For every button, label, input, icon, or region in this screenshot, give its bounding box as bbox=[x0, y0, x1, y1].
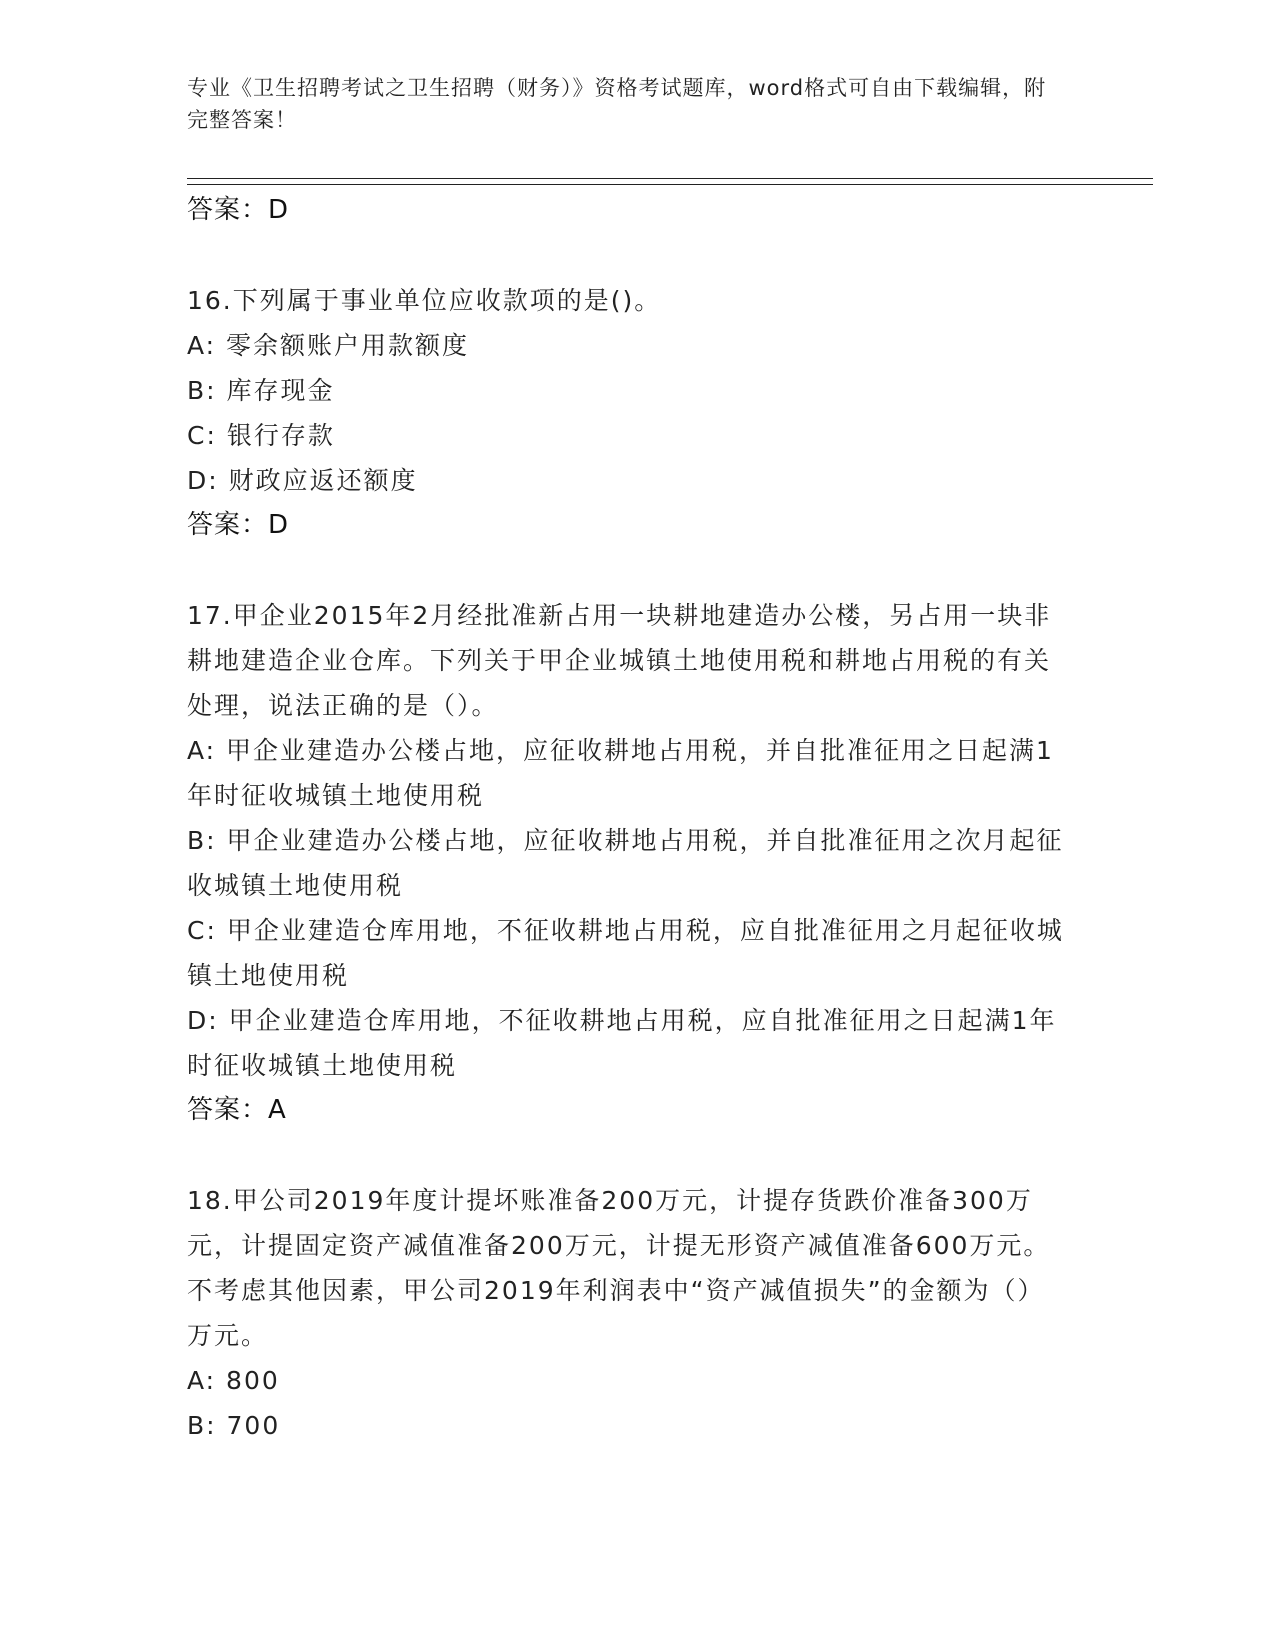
question-18 bbox=[187, 1178, 1067, 1448]
question-16-answer: 答案：D bbox=[187, 510, 290, 540]
question-17-text: 17.甲企业2015年2月经批准新占用一块耕地建造办公楼，另占用一块非耕地建造企业仓库。下列关于甲企业城镇土地使用税和耕地占用税的有关处理，说法正确的是（）。 bbox=[187, 601, 1052, 720]
question-18-option-a: A: 800 bbox=[187, 1366, 280, 1395]
spacer bbox=[187, 547, 1067, 593]
question-17-option-a: A: 甲企业建造办公楼占地，应征收耕地占用税，并自批准征用之日起满1年时征收城镇土地使用税 bbox=[187, 736, 1054, 810]
question-18-option-b: B: 700 bbox=[187, 1411, 281, 1440]
question-16 bbox=[187, 278, 1067, 547]
header-divider bbox=[187, 178, 1153, 185]
question-list bbox=[187, 188, 1067, 1448]
question-16-option-b: B: 库存现金 bbox=[187, 376, 335, 405]
spacer bbox=[187, 1132, 1067, 1178]
answer-15: 答案：D bbox=[187, 195, 290, 225]
spacer bbox=[187, 232, 1067, 278]
question-16-option-d: D: 财政应返还额度 bbox=[187, 466, 418, 495]
question-16-text: 16.下列属于事业单位应收款项的是()。 bbox=[187, 286, 662, 315]
question-17-option-d: D: 甲企业建造仓库用地，不征收耕地占用税，应自批准征用之日起满1年时征收城镇土地使用税 bbox=[187, 1006, 1057, 1080]
question-18-text: 18.甲公司2019年度计提坏账准备200万元，计提存货跌价准备300万元，计提固定资产减值准备200万元，计提无形资产减值准备600万元。不考虑其他因素，甲公司2019年利润表中“资产减值损失”的金额为（）万元。 bbox=[187, 1186, 1051, 1350]
question-17 bbox=[187, 593, 1067, 1132]
question-16-option-a: A: 零余额账户用款额度 bbox=[187, 331, 470, 360]
question-17-option-c: C: 甲企业建造仓库用地，不征收耕地占用税，应自批准征用之月起征收城镇土地使用税 bbox=[187, 916, 1064, 990]
question-17-answer: 答案：A bbox=[187, 1095, 287, 1125]
document-header bbox=[187, 72, 1067, 136]
question-16-option-c: C: 银行存款 bbox=[187, 421, 335, 450]
header-text: 专业《卫生招聘考试之卫生招聘（财务）》资格考试题库，word格式可自由下载编辑，附完整答案！ bbox=[187, 76, 1047, 132]
question-17-option-b: B: 甲企业建造办公楼占地，应征收耕地占用税，并自批准征用之次月起征收城镇土地使用税 bbox=[187, 826, 1064, 900]
